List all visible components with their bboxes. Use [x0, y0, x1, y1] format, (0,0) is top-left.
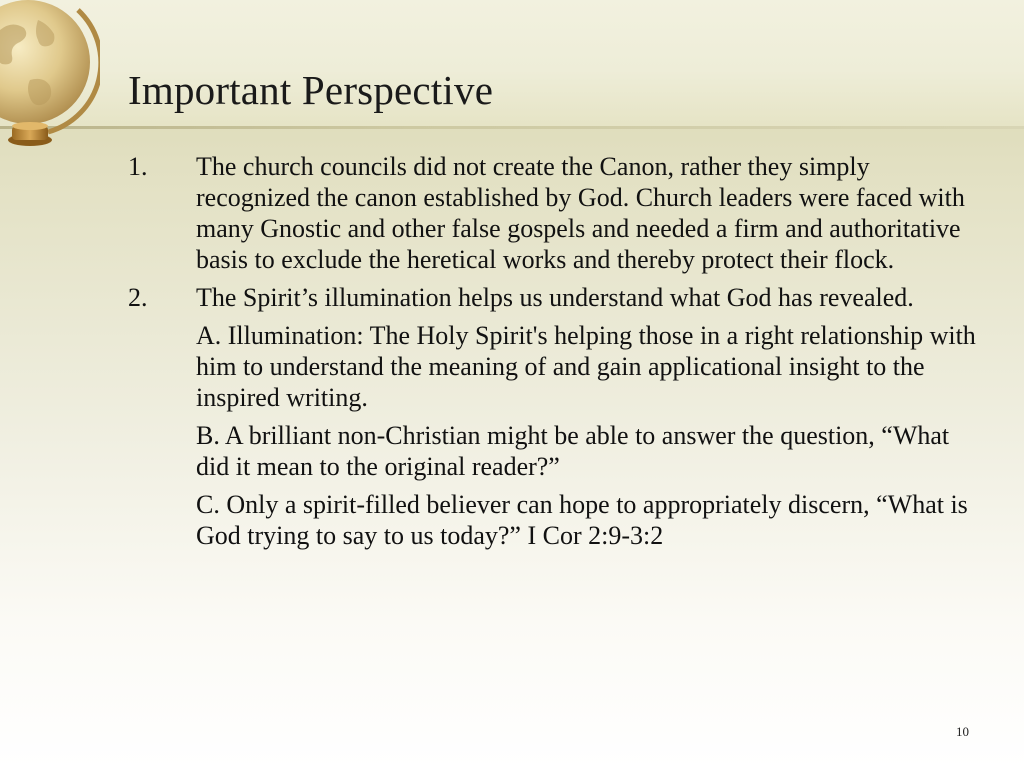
globe-icon: [0, 0, 100, 170]
slide-body: [128, 151, 978, 558]
list-item-text: The Spirit’s illumination helps us understand what God has revealed.: [196, 283, 914, 312]
list-item: [128, 282, 978, 313]
sub-item-a: A. Illumination: The Holy Spirit's helping those in a right relationship with him to understand the meaning of and gain applicational insight to the inspired writing.: [196, 321, 976, 412]
sub-item-b: B. A brilliant non-Christian might be able to answer the question, “What did it mean to the original reader?”: [196, 421, 950, 481]
list-item: [128, 151, 978, 275]
list-item-text: The church councils did not create the Canon, rather they simply recognized the canon established by God. Church leaders were faced with many Gnostic and other false gospels and needed a firm and authoritative basis to exclude the heretical works and thereby protect their flock.: [196, 152, 965, 274]
list-item-number: 2.: [128, 283, 148, 312]
title-divider: [0, 126, 1024, 129]
list-item-number: 1.: [128, 152, 148, 181]
sub-item-c: C. Only a spirit-filled believer can hope to appropriately discern, “What is God trying to say to us today?” I Cor 2:9-3:2: [196, 490, 968, 550]
page-number: 10: [956, 724, 969, 739]
slide-title: Important Perspective: [128, 67, 494, 113]
